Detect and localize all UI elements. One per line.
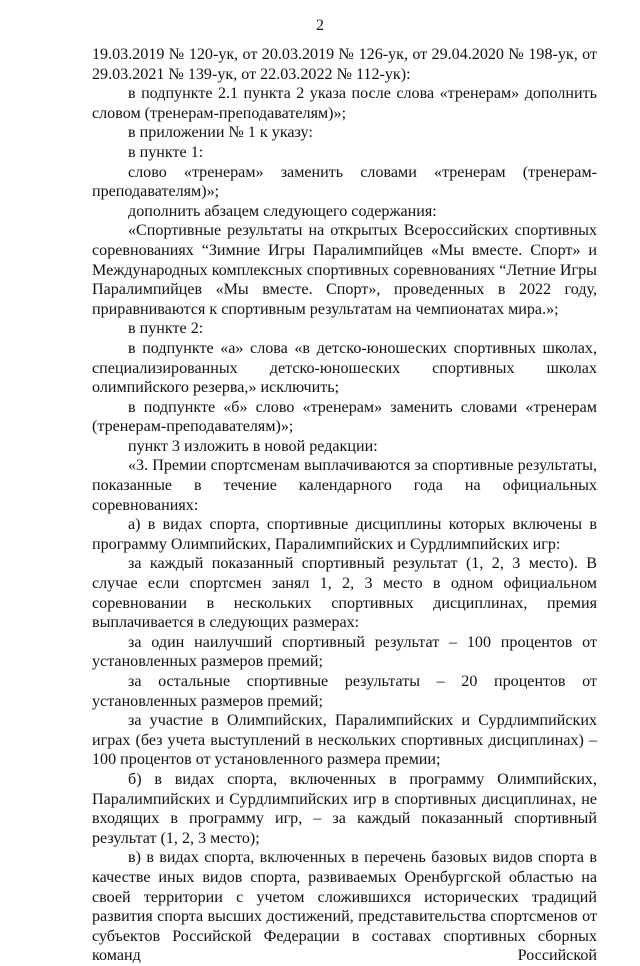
page-number: 2 [316, 17, 324, 34]
paragraph: «Спортивные результаты на открытых Всероссийских спортивных соревнованиях “Зимние Игры Паралимпийцев «Мы вместе. Спорт» и Международных комплексных спортивных соревнованиях “Летние Игры Паралимпийцев «Мы вместе. Спорт», проведенных в 2022 году, приравниваются к спортивным результатам на чемпионатах мира.»; [92, 222, 597, 318]
paragraph: б) в видах спорта, включенных в программу Олимпийских, Паралимпийских и Сурдлимпийских игр в спортивных дисциплинах, не входящих в программу игр, – за каждый показанный спортивный результат (1, 2, 3 место); [92, 770, 597, 847]
paragraph: в пункте 1: [128, 143, 204, 161]
paragraph: в подпункте «а» слова «в детско-юношеских спортивных школах, специализированных детско-юношеских спортивных школах олимпийского резерва,» исключить; [92, 339, 597, 397]
paragraph: в пункте 2: [128, 320, 204, 338]
paragraph: 19.03.2019 № 120-ук, от 20.03.2019 № 126-ук, от 29.04.2020 № 198-ук, от 29.03.2021 № 139-ук, от 22.03.2022 № 112-ук): [92, 46, 597, 83]
paragraph: за один наилучший спортивный результат – 100 процентов от установленных размеров премий; [92, 633, 597, 671]
paragraph: за участие в Олимпийских, Паралимпийских и Сурдлимпийских играх (без учета выступлений в нескольких спортивных дисциплинах) – 100 процентов от установленного размера премии; [92, 712, 597, 769]
paragraph: в подпункте «б» слово «тренерам» заменить словами «тренерам (тренерам-преподавателям)»; [92, 398, 597, 436]
paragraph: пункт 3 изложить в новой редакции: [128, 437, 378, 455]
paragraph: слово «тренерам» заменить словами «тренерам (тренерам-преподавателям)»; [92, 163, 597, 201]
paragraph: за остальные спортивные результаты – 20 процентов от установленных размеров премий; [92, 673, 597, 710]
paragraph: а) в видах спорта, спортивные дисциплины которых включены в программу Олимпийских, Паралимпийских и Сурдлимпийских игр: [92, 516, 597, 553]
paragraph: в) в видах спорта, включенных в перечень базовых видов спорта в качестве иных видов спорта, развиваемых Оренбургской областью на своей территории с учетом сложившихся исторических традиций развития спорта высших достижений, представительства спортсменов от субъектов Российской Федерации в составах спортивных сборных команд Российской [92, 849, 597, 965]
paragraph: в подпункте 2.1 пункта 2 указа после слова «тренерам» дополнить словом (тренерам-преподавателям)»; [92, 85, 597, 122]
paragraph: дополнить абзацем следующего содержания: [128, 202, 437, 220]
paragraph: «3. Премии спортсменам выплачиваются за спортивные результаты, показанные в течение календарного года на официальных соревнованиях: [92, 457, 597, 514]
paragraph: в приложении № 1 к указу: [128, 124, 313, 142]
document-body [92, 45, 597, 966]
paragraph: за каждый показанный спортивный результат (1, 2, 3 место). В случае если спортсмен занял 1, 2, 3 место в одном официальном соревновании в нескольких спортивных дисциплинах, премия выплачивается в следующих размерах: [92, 555, 597, 632]
